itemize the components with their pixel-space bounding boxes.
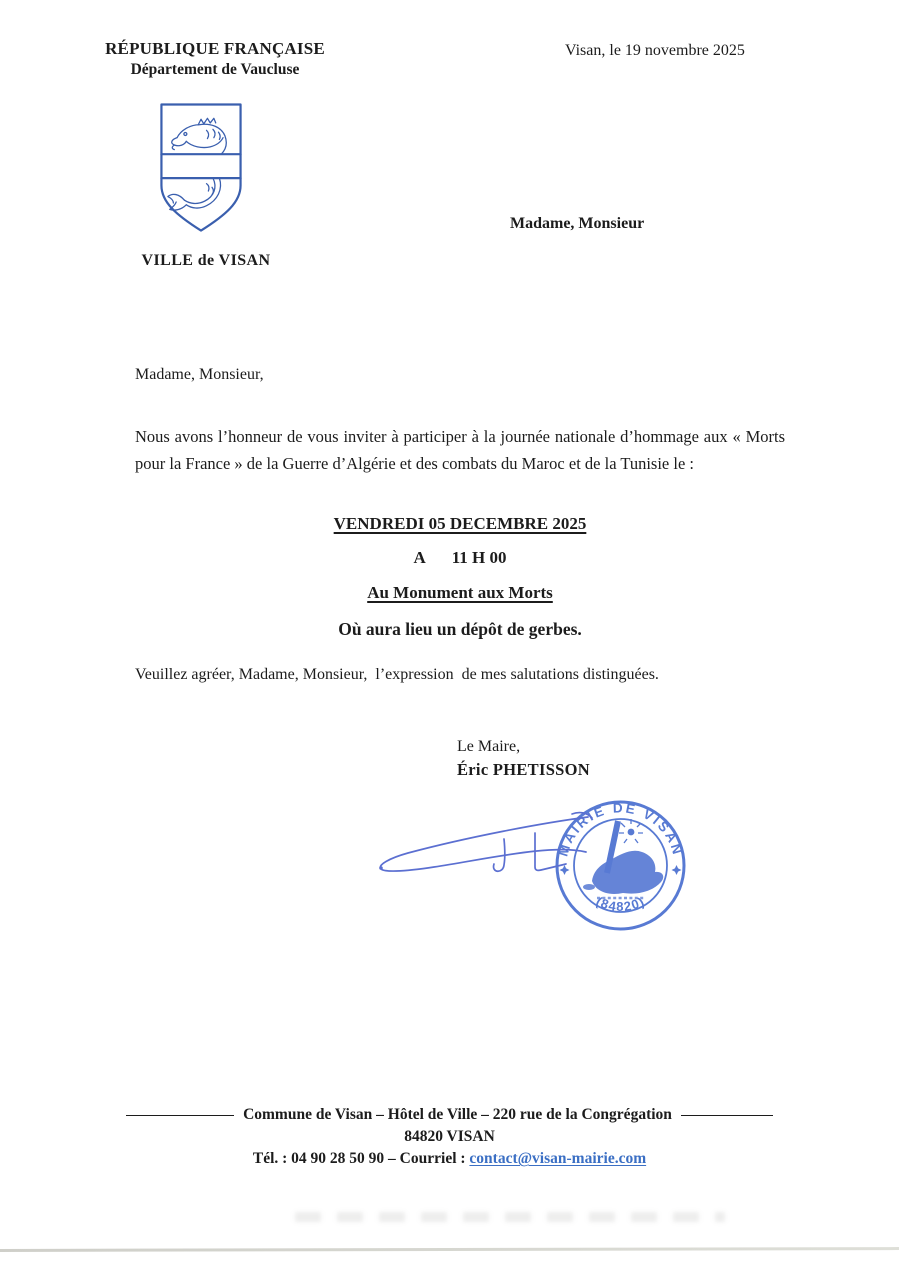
visan-coat-of-arms-icon (155, 98, 247, 238)
dolphin-upper (172, 118, 227, 154)
footer-postal-city: 84820 VISAN (404, 1128, 495, 1145)
signoff-block (457, 735, 590, 781)
place-date-line: Visan, le 19 novembre 2025 (565, 42, 745, 59)
footer-block (0, 1104, 899, 1170)
footer-rule-right (681, 1115, 773, 1116)
letterhead (103, 38, 327, 80)
event-time: 11 H 00 (451, 548, 507, 567)
intro-paragraph: Nous avons l’honneur de vous inviter à participer à la journée nationale d’hommage aux « Morts pour la France » de la Guerre d’Algérie et des combats du Maroc et de la Tunisie le : (135, 427, 785, 473)
event-place-line (135, 583, 785, 603)
footer-address-line (0, 1104, 899, 1126)
event-date-line (135, 514, 785, 534)
scan-ghost-text (295, 1212, 725, 1222)
email-link[interactable]: contact@visan-mairie.com (469, 1150, 647, 1167)
svg-text:(84820) (594, 894, 648, 914)
handwritten-signature (372, 804, 594, 889)
footer-contact-line (0, 1148, 899, 1170)
stamp-top-text: MAIRIE DE VISAN (555, 800, 686, 859)
footer-address: Commune de Visan – Hôtel de Ville – 220 rue de la Congrégation (243, 1106, 672, 1123)
event-time-prefix: A (413, 548, 426, 567)
stamp-star-right (672, 865, 682, 875)
recipient-line: Madame, Monsieur (510, 215, 645, 232)
event-place: Au Monument aux Morts (367, 583, 553, 602)
closing-formula: Veuillez agréer, Madame, Monsieur, l’expression de mes salutations distinguées. (135, 666, 659, 683)
city-label: VILLE de VISAN (141, 252, 271, 269)
event-note: Où aura lieu un dépôt de gerbes. (338, 619, 582, 639)
footer-rule-left (126, 1115, 234, 1116)
signer-name: Éric PHETISSON (457, 760, 591, 779)
event-date: VENDREDI 05 DECEMBRE 2025 (333, 514, 587, 533)
salutation: Madame, Monsieur, (135, 366, 264, 383)
signer-title: Le Maire, (457, 738, 521, 755)
scan-edge-line (0, 1247, 899, 1251)
event-time-line (135, 548, 785, 568)
stamp-bottom-text: (84820) (593, 893, 648, 915)
department-title: Département de Vaucluse (130, 61, 300, 78)
republic-title: RÉPUBLIQUE FRANÇAISE (105, 39, 325, 58)
dolphin-tail (168, 178, 221, 210)
footer-phone: Tél. : 04 90 28 50 90 – Courriel : (252, 1150, 470, 1167)
